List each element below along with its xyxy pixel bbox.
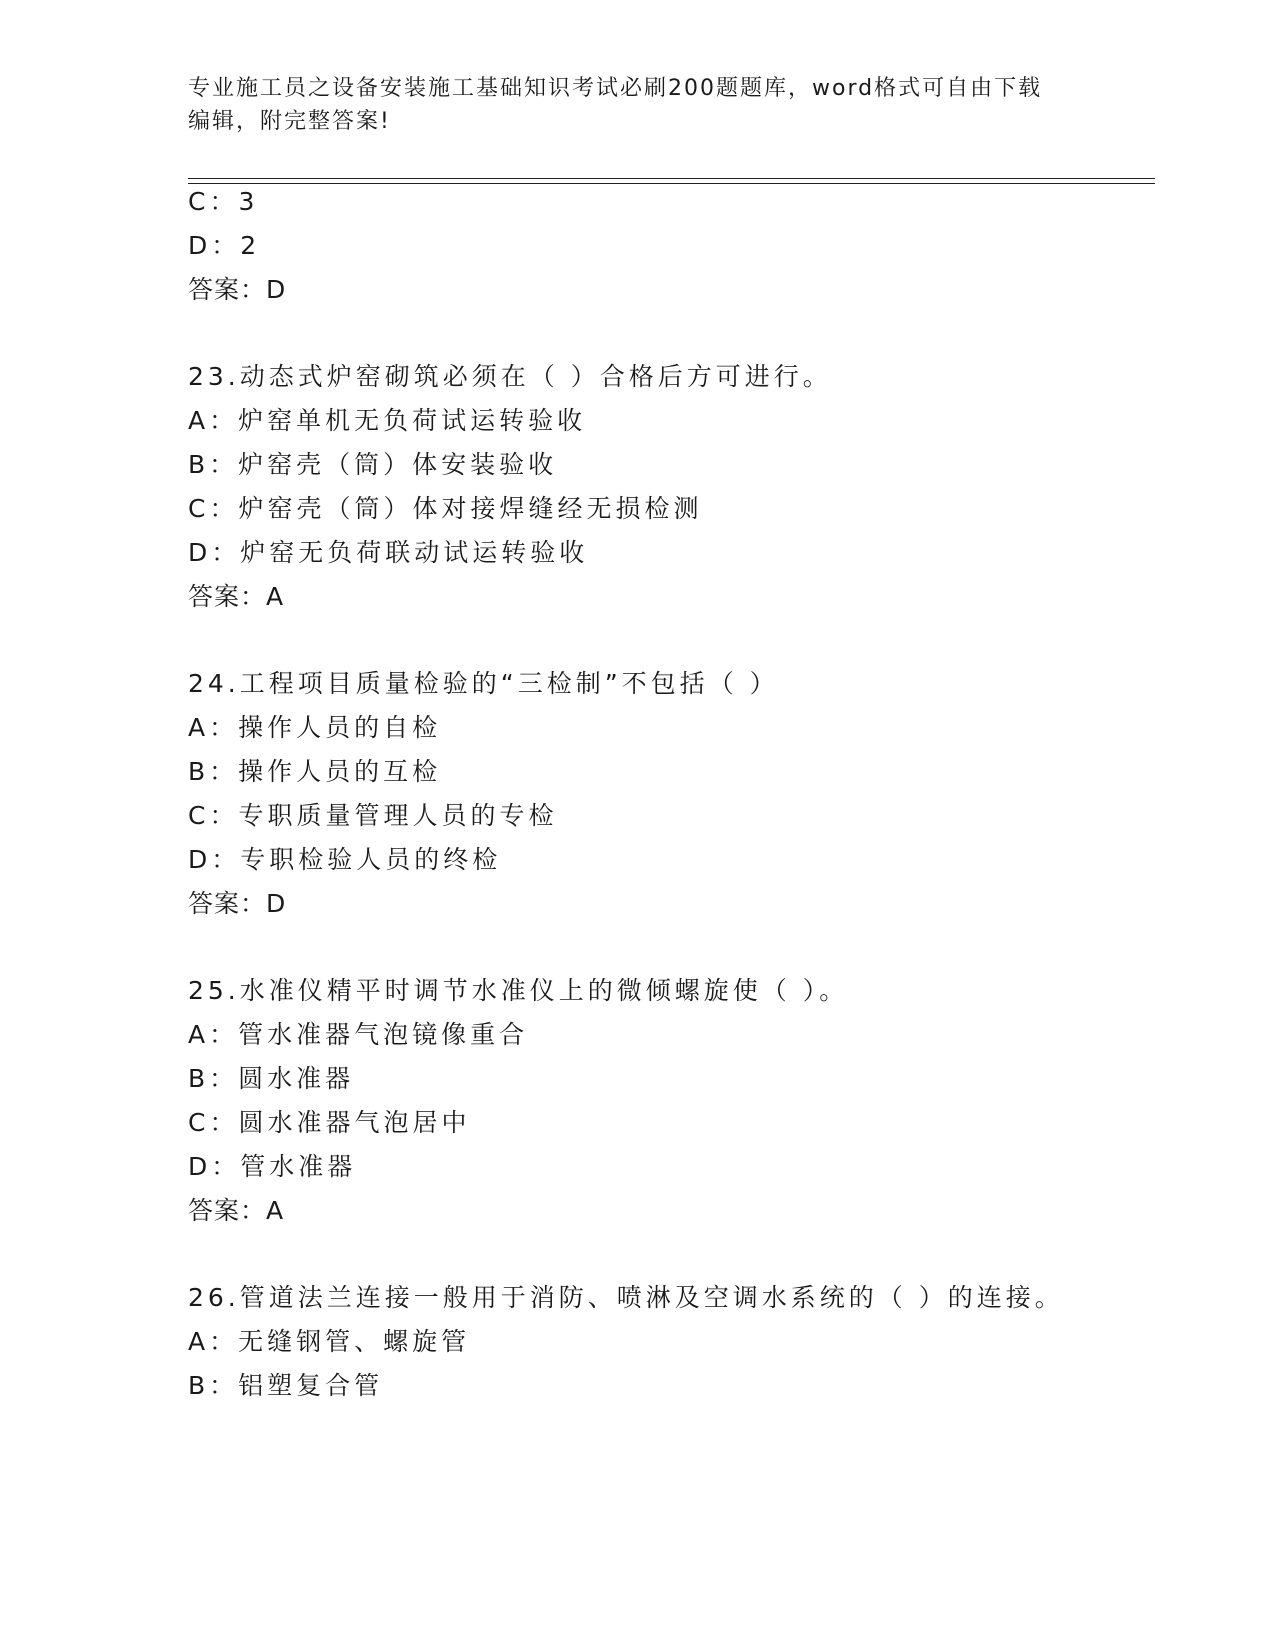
q23-question: 23.动态式炉窑砌筑必须在（ ）合格后方可进行。: [188, 362, 832, 391]
header-title-line-1: 专业施工员之设备安装施工基础知识考试必刷200题题库，word格式可自由下载: [188, 76, 1043, 101]
header-rule-top: [188, 178, 1155, 179]
q23-option-d: D：炉窑无负荷联动试运转验收: [188, 538, 589, 567]
q25-answer: 答案：A: [188, 1196, 285, 1225]
prev-answer: 答案：D: [188, 275, 287, 304]
q25-question: 25.水准仪精平时调节水准仪上的微倾螺旋使（ ）。: [188, 976, 849, 1005]
q24-option-b: B：操作人员的互检: [188, 757, 442, 786]
document-header: [188, 72, 1088, 138]
q24-option-a: A：操作人员的自检: [188, 713, 442, 742]
q25-option-b: B：圆水准器: [188, 1064, 355, 1093]
q24-question: 24.工程项目质量检验的“三检制”不包括（ ）: [188, 669, 779, 698]
q26-question: 26.管道法兰连接一般用于消防、喷淋及空调水系统的（ ）的连接。: [188, 1283, 1064, 1312]
q25-option-d: D：管水准器: [188, 1152, 357, 1181]
q24-option-c: C：专职质量管理人员的专检: [188, 801, 558, 830]
header-title-line-2: 编辑，附完整答案!: [188, 109, 391, 134]
q26-option-a: A：无缝钢管、螺旋管: [188, 1327, 471, 1356]
q24-answer: 答案：D: [188, 889, 287, 918]
q25-option-a: A：管水准器气泡镜像重合: [188, 1020, 529, 1049]
q25-option-c: C：圆水准器气泡居中: [188, 1108, 471, 1137]
q24-option-d: D：专职检验人员的终检: [188, 845, 502, 874]
prev-option-c: C：3: [188, 187, 259, 216]
q23-answer: 答案：A: [188, 582, 285, 611]
q23-option-a: A：炉窑单机无负荷试运转验收: [188, 406, 587, 435]
q23-option-b: B：炉窑壳（筒）体安装验收: [188, 450, 558, 479]
q23-option-c: C：炉窑壳（筒）体对接焊缝经无损检测: [188, 494, 703, 523]
header-rule-bottom: [188, 183, 1155, 184]
prev-option-d: D：2: [188, 231, 261, 260]
q26-option-b: B：铝塑复合管: [188, 1371, 384, 1400]
